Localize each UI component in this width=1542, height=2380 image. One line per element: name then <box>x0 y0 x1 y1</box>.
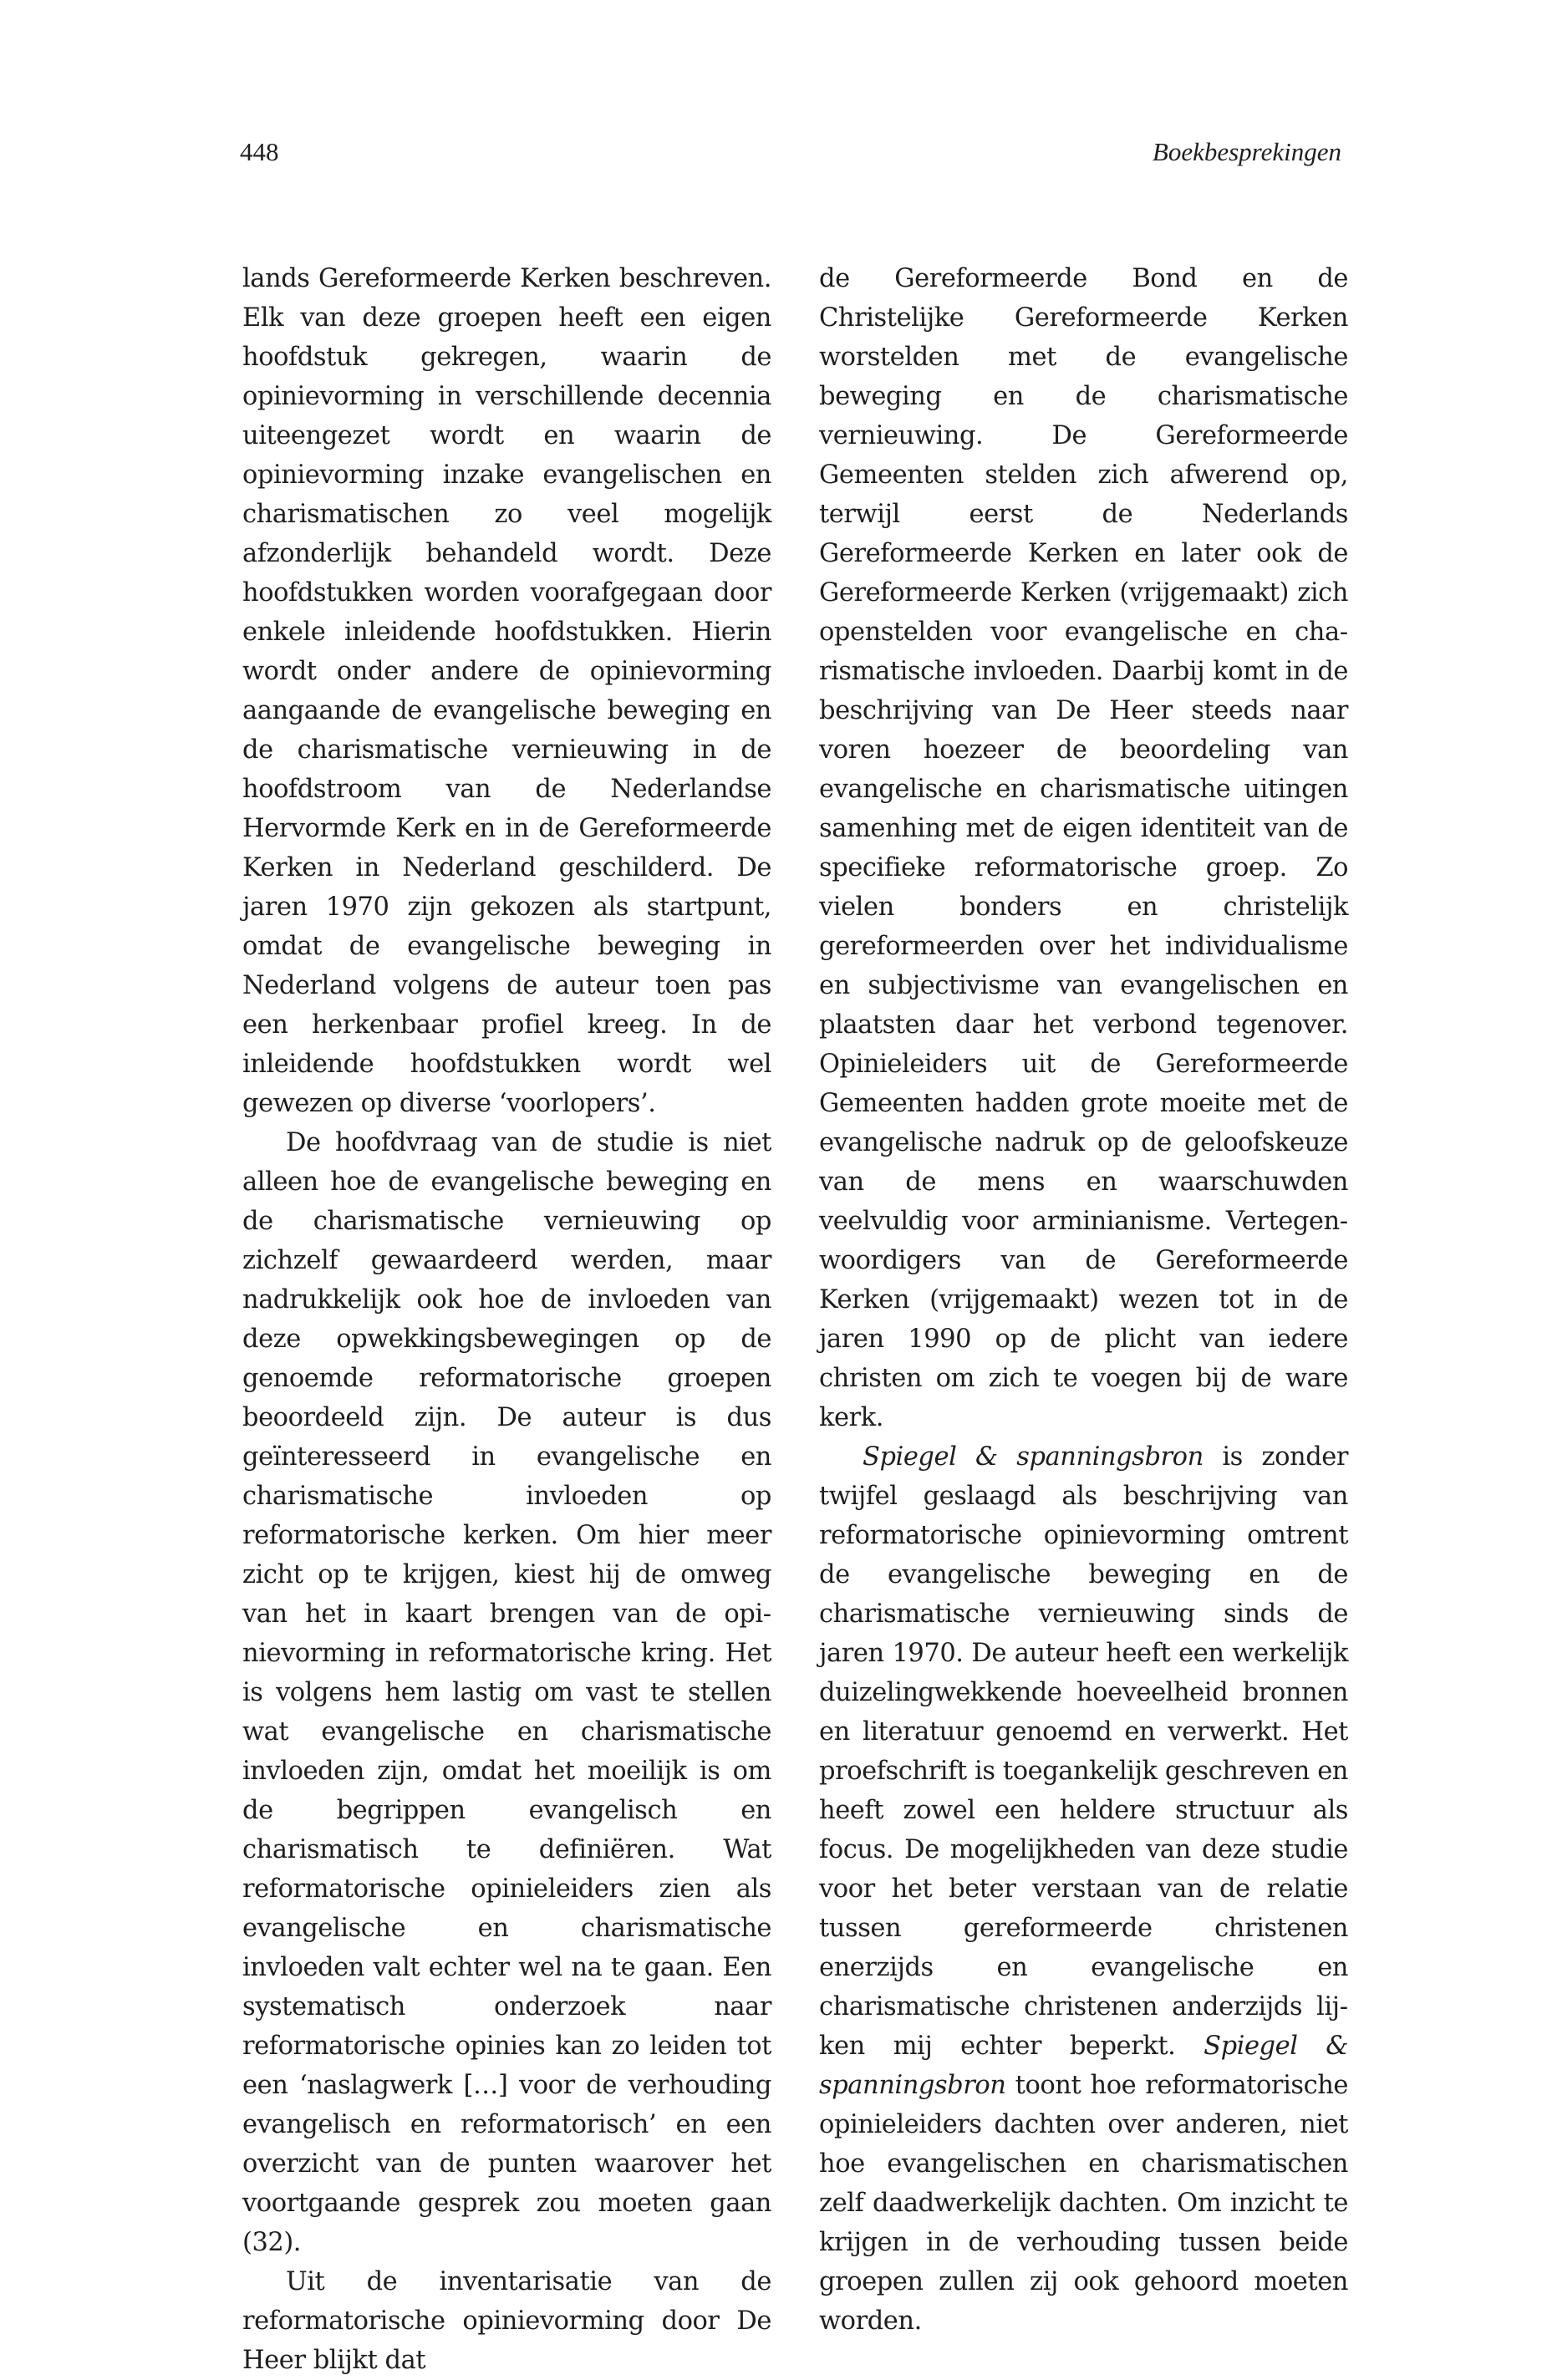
book-title-repeat: Spiegel & spanningsbron <box>819 2032 1348 2100</box>
left-paragraph-3: Uit de inventarisatie van de reformatorische opinievorming door De Heer blijkt dat <box>242 2267 771 2375</box>
page-header <box>240 137 1341 179</box>
left-paragraph-2: De hoofdvraag van de studie is niet alleen hoe de evangelische beweging en de charismatische vernieuwing op zichzelf gewaardeerd werden, maar nadrukkelijk ook hoe de invloeden van deze opwekkingsbewegingen op de genoemde reformatorische groepen beoordeeld zijn. De auteur is dus geïnteresseerd in evangelische en charismatische invloeden op reformatorische kerken. Om hier meer zicht op te krijgen, kiest hij de omweg van het in kaart brengen van de opinievorming in reformatorische kring. Het is volgens hem lastig om vast te stellen wat evangelische en charismatische invloeden zijn, omdat het moeilijk is om de begrippen evangelisch en charismatisch te definiëren. Wat reformatorische opinieleiders zien als evangelische en charismatische invloeden valt echter wel na te gaan. Een systematisch onderzoek naar reformatorische opinies kan zo leiden tot een ‘naslagwerk […] voor de verhouding evangelisch en reformatorisch’ en een overzicht van de punten waarover het voortgaande gesprek zou moeten gaan (32). <box>242 1128 771 2257</box>
right-paragraph-1: de Gereformeerde Bond en de Christelijke Gereformeerde Kerken worstelden met de evangelische beweging en de charismatische vernieuwing. De Gereformeerde Gemeenten stelden zich afwerend op, terwijl eerst de Nederlands Gereformeerde Kerken en later ook de Gereformeerde Kerken (vrijgemaakt) zich openstelden voor evangelische en charismatische invloeden. Daarbij komt in de beschrijving van De Heer steeds naar voren hoezeer de beoordeling van evangelische en charismatische uitingen samenhing met de eigen identiteit van de specifieke reformatorische groep. Zo vielen bonders en christelijk gereformeerden over het individualisme en subjectivisme van evangelischen en plaatsten daar het verbond tegenover. Opinieleiders uit de Gereformeerde Gemeenten hadden grote moeite met de evangelische nadruk op de geloofskeuze van de mens en waarschuwden veelvuldig voor arminianisme. Vertegenwoordigers van de Gereformeerde Kerken (vrijgemaakt) wezen tot in de jaren 1990 op de plicht van iedere christen om zich te voegen bij de ware kerk. <box>819 264 1348 1432</box>
right-paragraph-2-text-a: is zonder twijfel geslaagd als beschrijving van reformatorische opinievorming omtrent de evangelische beweging en de charismatische vernieuwing sinds de jaren 1970. De auteur heeft een werkelijk duizelingwekkende hoeveelheid bronnen en literatuur genoemd en verwerkt. Het proefschrift is toegankelijk geschreven en heeft zowel een heldere structuur als focus. De mogelijkheden van deze studie voor het beter verstaan van de relatie tussen gereformeerde christenen enerzijds en evangelische en charismatische christenen anderzijds lijken mij echter beperkt. <box>819 1442 1349 2061</box>
right-column <box>819 259 1348 2341</box>
left-column <box>242 259 771 2380</box>
right-paragraph-2 <box>819 1437 1348 2341</box>
left-paragraph-1: lands Gereformeerde Kerken beschreven. Elk van deze groepen heeft een eigen hoofdstuk gekregen, waarin de opinievorming in verschillende decennia uiteengezet wordt en waarin de opinievorming inzake evangelischen en charismatischen zo veel mogelijk afzonderlijk behandeld wordt. Deze hoofdstukken worden voorafgegaan door enkele inleidende hoofdstukken. Hierin wordt onder andere de opinievorming aangaande de evangelische beweging en de charismatische vernieuwing in de hoofdstroom van de Nederlandse Hervormde Kerk en in de Gereformeerde Kerken in Nederland geschilderd. De jaren 1970 zijn gekozen als startpunt, omdat de evangelische beweging in Nederland volgens de auteur toen pas een herkenbaar profiel kreeg. In de inleidende hoofdstukken wordt wel gewezen op diverse ‘voorlopers’. <box>242 264 771 1118</box>
page-number: 448 <box>240 137 279 166</box>
book-title: Spiegel & spanningsbron <box>863 1442 1204 1472</box>
running-head: Boekbesprekingen <box>1152 137 1341 166</box>
right-paragraph-2-text-b: toont hoe reformatorische opinieleiders dachten over anderen, niet hoe evangelischen en charismatischen zelf daadwerkelijk dachten. Om inzicht te krijgen in de verhouding tussen beide groepen zullen zij ook gehoord moeten worden. <box>819 2071 1348 2336</box>
